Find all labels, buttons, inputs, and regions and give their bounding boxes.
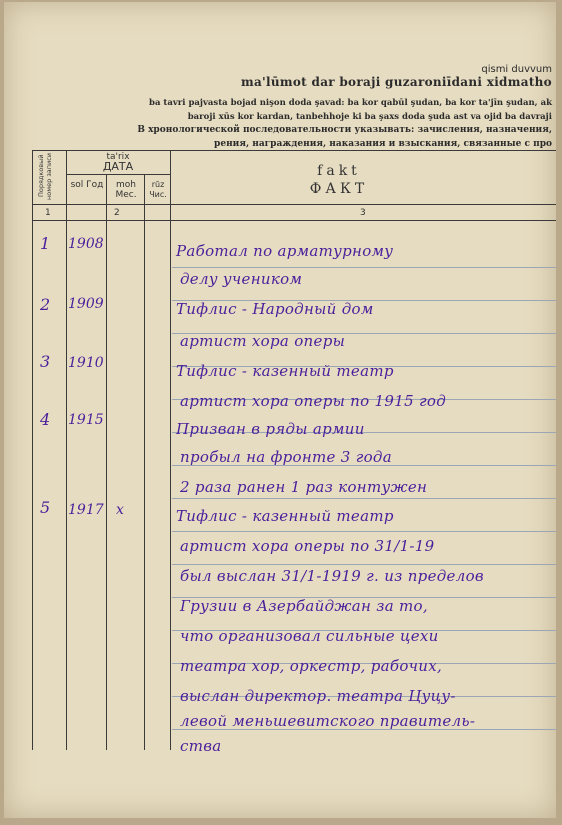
month-label: moh Мес.: [115, 180, 137, 200]
header-line-1: qismi duvvum: [481, 64, 552, 75]
entry-2-line-2: артист хора оперы: [180, 332, 346, 350]
header-line-3: ba tavri pajvasta bojad nişon doda şavad: ba kor qabūl şudan, ba kor ta'jīn şudan, ak: [149, 98, 552, 108]
entry-5-line-5: что организовал сильные цехи: [180, 627, 439, 645]
ruled-line: [172, 531, 556, 532]
header-line-5: В хронологической последовательности указывать: зачисления, назначения,: [137, 125, 552, 135]
fact-title-top: fakt: [317, 163, 361, 179]
colnum-3: 3: [360, 208, 366, 218]
entry-3-year: 1910: [68, 355, 104, 371]
left-border: [32, 150, 33, 750]
table-header-rule: [32, 204, 556, 205]
header-line-6: рения, награждения, наказания и взыскания, связанные с про: [214, 139, 552, 149]
date-title-top: ta'rix: [106, 152, 130, 162]
ruled-line: [172, 498, 556, 499]
header-title: ma'lūmot dar boraji guzaroniīdani xidmatho: [240, 75, 552, 89]
entry-5-line-3: был выслан 31/1-1919 г. из пределов: [180, 567, 484, 585]
entry-2-number: 2: [40, 295, 51, 314]
entry-5-number: 5: [40, 498, 51, 517]
table-colnum-rule: [32, 220, 556, 221]
document-page: [4, 2, 556, 818]
entry-5-line-7: выслан директор. театра Цуцу-: [180, 687, 456, 705]
entry-1-number: 1: [40, 234, 51, 253]
entry-3-line-2: артист хора оперы по 1915 год: [180, 392, 446, 410]
ruled-line: [172, 564, 556, 565]
col-rownum-border: [66, 150, 67, 750]
entry-5-month-mark: х: [116, 502, 124, 518]
entry-5-year: 1917: [68, 502, 104, 518]
entry-5-line-8: левой меньшевитского правитель-: [180, 712, 476, 730]
date-title: ДАТА: [102, 160, 134, 173]
entry-5-line-4: Грузии в Азербайджан за то,: [180, 597, 428, 615]
ruled-line: [172, 267, 556, 268]
header-line-4: baroji xūs kor kardan, tanbehhoje ki ba şaxs doda şuda ast va ojid ba davraji: [187, 112, 552, 122]
entry-4-number: 4: [40, 410, 51, 429]
entry-5-line-1: Тифлис - казенный театр: [176, 507, 394, 525]
entry-1-line-2: делу учеником: [180, 270, 303, 288]
entry-3-line-1: Тифлис - казенный театр: [176, 362, 394, 380]
fact-title: [294, 162, 384, 198]
day-label: rūz Чис.: [149, 180, 167, 199]
entry-4-line-1: Призван в ряды армии: [176, 420, 365, 438]
entry-1-line-1: Работал по арматурному: [176, 242, 394, 260]
col-year-border: [106, 174, 107, 750]
colnum-1: 1: [45, 208, 51, 218]
entry-2-line-1: Тифлис - Народный дом: [176, 300, 374, 318]
entry-5-line-2: артист хора оперы по 31/1-19: [180, 537, 435, 555]
entry-4-year: 1915: [68, 412, 104, 428]
entry-5-line-6: театра хор, оркестр, рабочих,: [180, 657, 443, 675]
entry-5-line-9: ства: [180, 737, 222, 755]
entry-4-line-3: 2 раза ранен 1 раз контужен: [180, 478, 428, 496]
entry-2-year: 1909: [68, 296, 104, 312]
rownum-label: Порядковый номер записи: [37, 152, 53, 200]
col-month-border: [144, 174, 145, 750]
entry-4-line-2: пробыл на фронте 3 года: [180, 448, 392, 466]
year-label: sol Год: [70, 180, 104, 190]
col-date-border: [170, 150, 171, 750]
table-top-rule: [32, 150, 556, 151]
date-sub-rule: [66, 174, 170, 175]
entry-1-year: 1908: [68, 236, 104, 252]
colnum-2: 2: [114, 208, 120, 218]
fact-title-main: ФАКТ: [309, 181, 369, 197]
entry-3-number: 3: [40, 352, 51, 371]
